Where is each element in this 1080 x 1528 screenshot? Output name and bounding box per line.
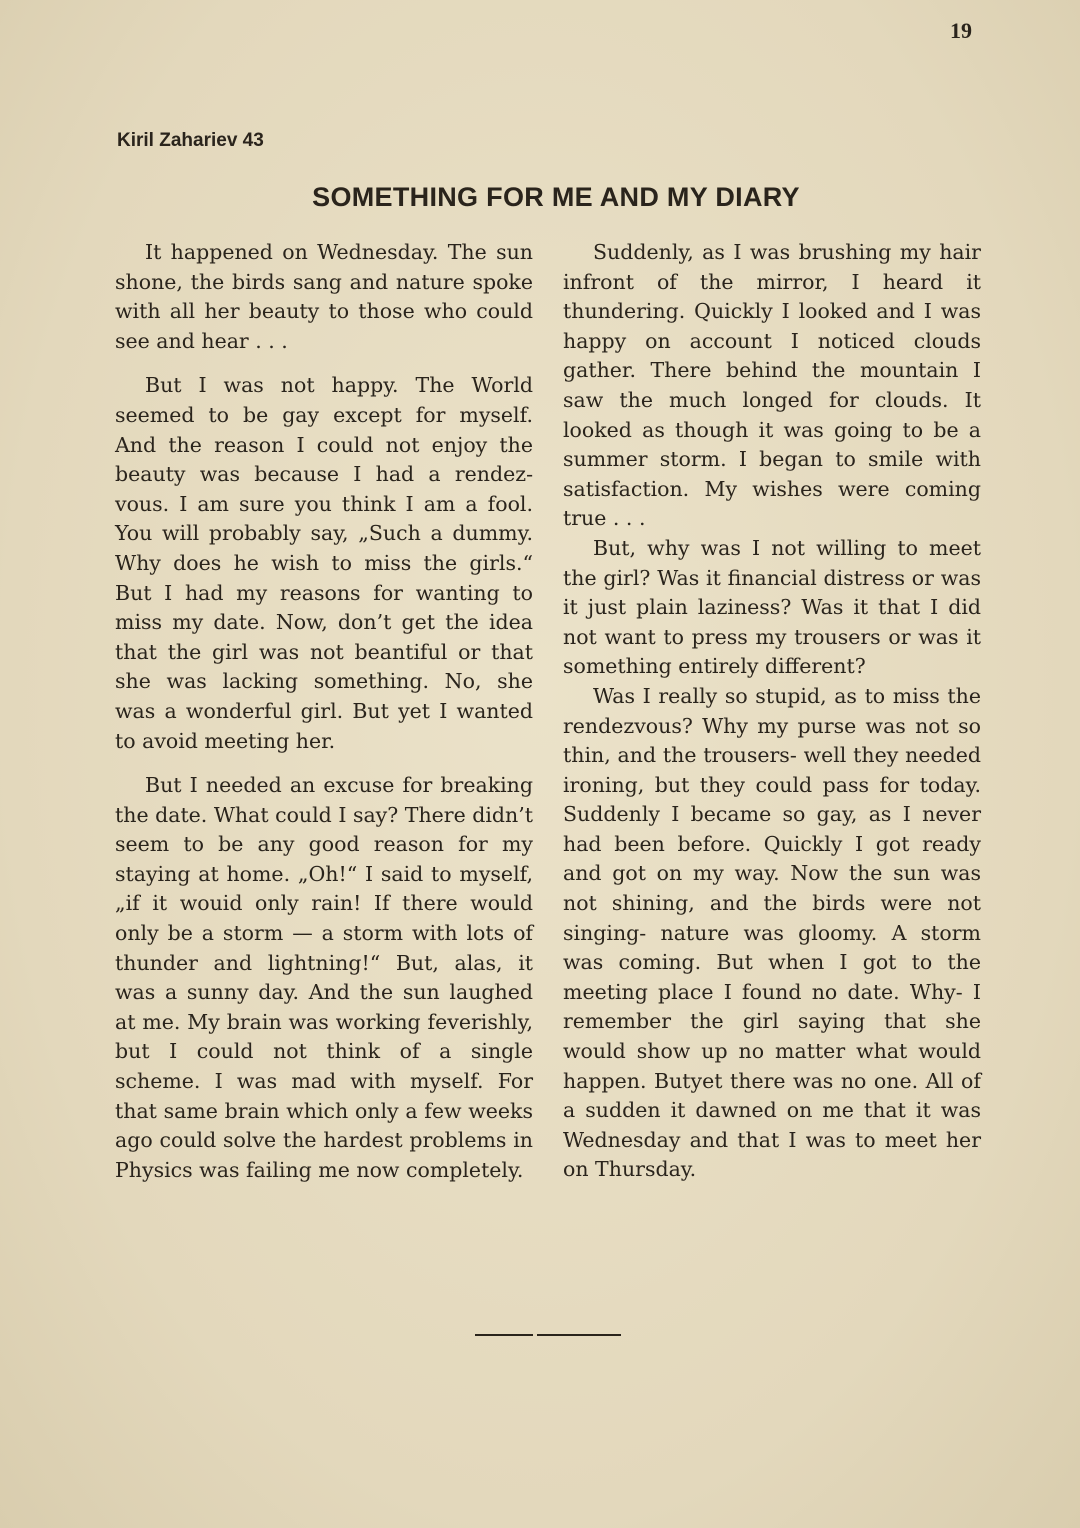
page-number: 19 bbox=[950, 18, 972, 43]
article-column-left bbox=[115, 238, 533, 1185]
article-column-right bbox=[563, 238, 981, 1185]
paragraph: Was I really so stupid, as to miss the rendezvous? Why my purse was not so thin, and the trousers- well they needed ironing, but they could pass for today. Suddenly I became so gay, as I never had been before. Quickly I got ready and got on my way. Now the sun was not shining, and the birds were not singing- nature was gloomy. A storm was coming. But when I got to the meeting place I found no date. Why- I remember the girl saying that she would show up no matter what would happen. Butyet there was no one. All of a sudden it dawned on me that it was Wednesday and that I was to meet her on Thursday. bbox=[563, 683, 981, 1182]
paragraph: It happened on Wednesday. The sun shone, the birds sang and nature spoke with all her beauty to those who could see and hear . . . bbox=[115, 240, 533, 353]
paragraph: Suddenly, as I was brushing my hair infront of the mirror, I heard it thundering. Quickly I looked and I was happy on account I noticed clouds gather. There behind the mountain I saw the much longed for clouds. It looked as though it was going to be a summer storm. I began to smile with satisfaction. My wishes were coming true . . . bbox=[563, 240, 981, 531]
end-divider bbox=[475, 1334, 621, 1336]
paragraph: But I needed an excuse for breaking the date. What could I say? There didn’t seem to be any good reason for my staying at home. „Oh!“ I said to myself, „if it wouid only rain! If there would only be a storm — a storm with lots of thunder and lightning!“ But, alas, it was a sunny day. And the sun laughed at me. My brain was working feverishly, but I could not think of a single scheme. I was mad with myself. For that same brain which only a few weeks ago could solve the hardest problems in Physics was failing me now completely. bbox=[115, 773, 533, 1182]
author-byline: Kiril Zahariev 43 bbox=[117, 130, 264, 151]
paragraph: But I was not happy. The World seemed to be gay except for myself. And the reason I could not enjoy the beauty was because I had a rendezvous. I am sure you think I am a fool. You will probably say, „Such a dummy. Why does he wish to miss the girls.“ But I had my reasons for wanting to miss my date. Now, don’t get the idea that the girl was not beantiful or that she was lacking something. No, she was a wonderful girl. But yet I wanted to avoid meeting her. bbox=[115, 373, 533, 753]
article-title: SOMETHING FOR ME AND MY DIARY bbox=[312, 182, 800, 212]
paragraph: But, why was I not willing to meet the girl? Was it financial distress or was it just plain laziness? Was it that I did not want to press my trousers or was it something entirely different? bbox=[563, 535, 981, 679]
